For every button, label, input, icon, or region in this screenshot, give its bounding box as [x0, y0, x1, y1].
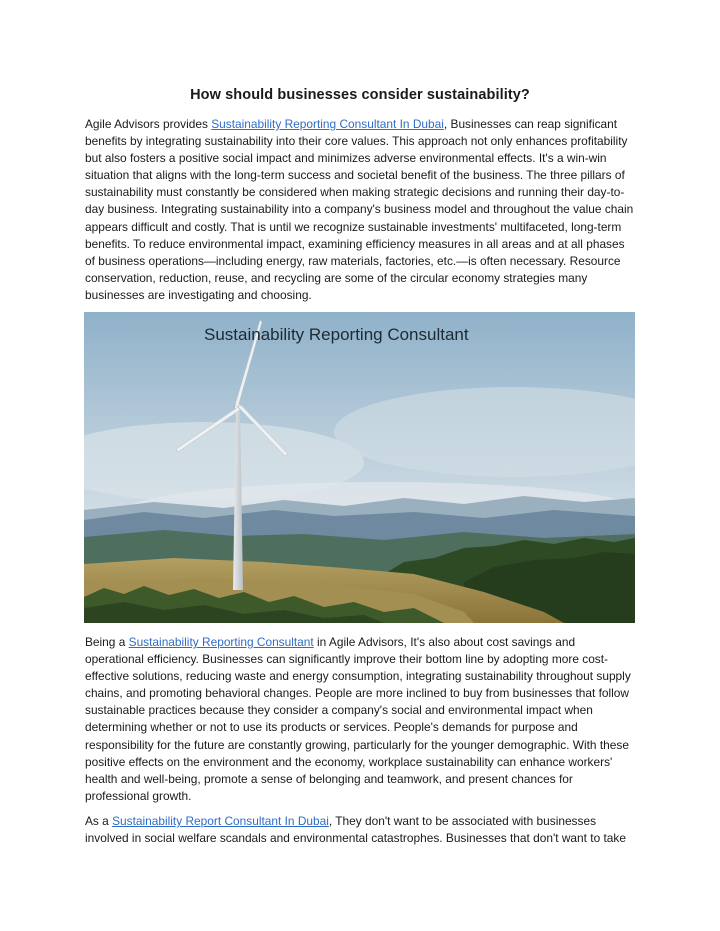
paragraph-1-intro: Agile Advisors provides	[85, 117, 212, 131]
paragraph-3	[85, 813, 637, 847]
link-sustainability-report-consultant-dubai[interactable]: Sustainability Report Consultant In Dubai	[112, 814, 329, 828]
article-title: How should businesses consider sustainability?	[190, 87, 530, 103]
link-sustainability-reporting-consultant[interactable]: Sustainability Reporting Consultant	[128, 635, 314, 649]
wind-turbine-image	[84, 312, 635, 623]
paragraph-3-intro: As a	[85, 814, 113, 828]
paragraph-2-intro: Being a	[85, 635, 129, 649]
paragraph-3-body: , They don't want to be associated with businesses involved in social welfare scandals and environmental catastrophes. Businesses that don't want to take	[85, 814, 626, 846]
link-sustainability-reporting-consultant-dubai[interactable]: Sustainability Reporting Consultant In Dubai	[211, 117, 444, 131]
paragraph-1-body: , Businesses can reap significant benefits by integrating sustainability into their core values. This approach not only enhances profitability but also fosters a positive social impact and minimizes adverse environmental effects. It's a win-win situation that aligns with the long-term success and societal benefit of the business. The three pillars of sustainability must constantly be considered when making strategic decisions and running their day-to-day business. Integrating sustainability into a company's business model and throughout the value chain appears difficult and costly. That is until we recognize sustainable investments' multifaceted, long-term benefits. To reduce environmental impact, examining efficiency measures in all areas and at all phases of business operations—including energy, raw materials, factories, etc.—is often necessary. Resource conservation, reduction, reuse, and recycling are some of the circular economy strategies many businesses are investigating and choosing.	[85, 117, 634, 302]
paragraph-2	[85, 634, 637, 805]
paragraph-2-body: in Agile Advisors, It's also about cost savings and operational efficiency. Businesses can significantly improve their bottom line by adopting more cost-effective solutions, reducing waste and energy consumption, integrating sustainability throughout supply chains, and promoting behavioral changes. People are more inclined to buy from businesses that follow sustainable practices because they consider a company's social and environmental impact when determining whether or not to use its products or services. People's demands for purpose and responsibility for the future are constantly growing, particularly for the younger demographic. With these positive effects on the environment and the economy, workplace sustainability can enhance workers' health and well-being, promote a sense of belonging and teamwork, and present chances for professional growth.	[85, 635, 631, 803]
paragraph-1	[85, 116, 637, 304]
image-caption: Sustainability Reporting Consultant	[204, 325, 469, 344]
